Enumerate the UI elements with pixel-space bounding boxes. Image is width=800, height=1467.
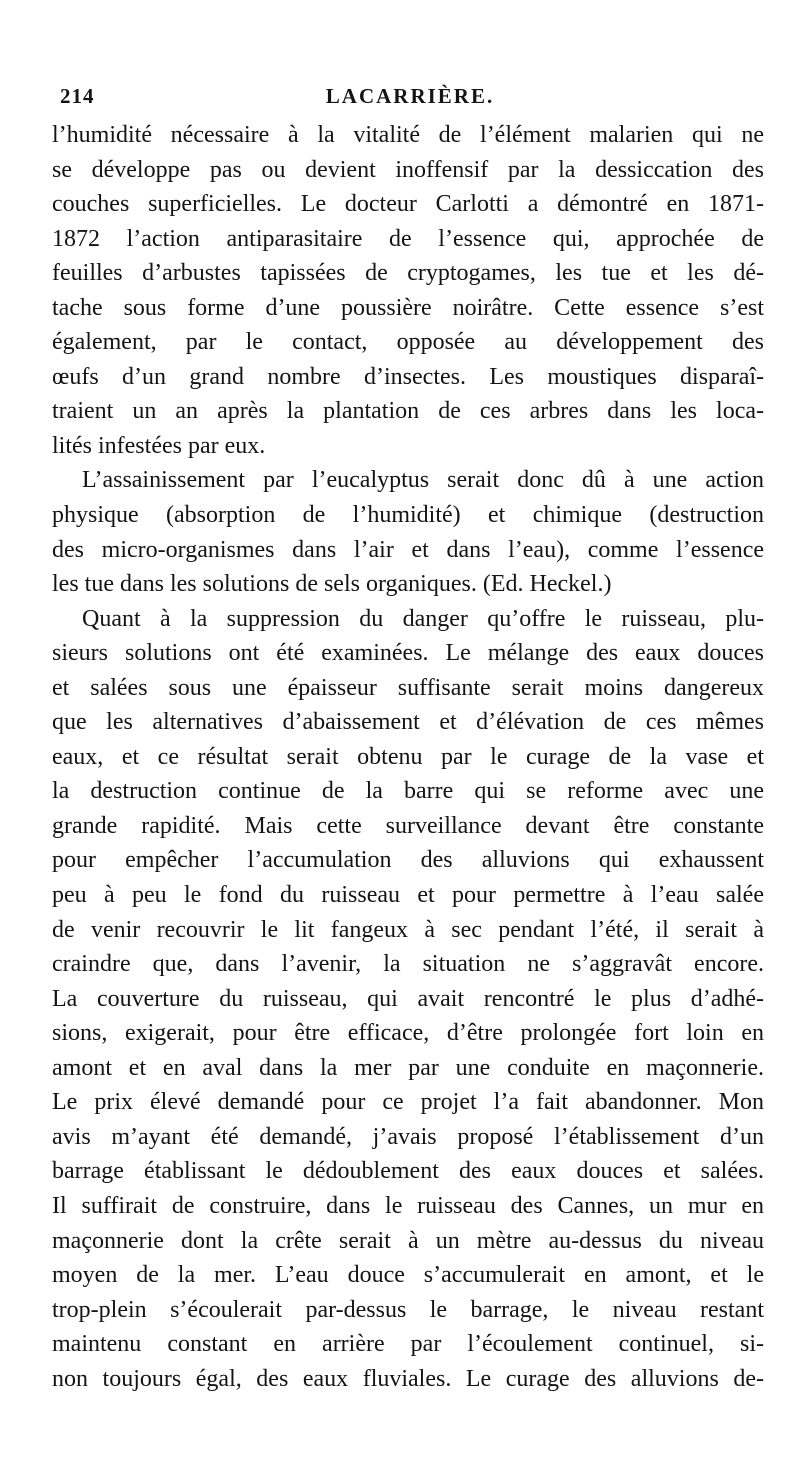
text-line: avis m’ayant été demandé, j’avais proposé l’établissement d’un — [52, 1123, 764, 1150]
text-line: L’assainissement par l’eucalyptus serait donc dû à une action — [82, 467, 764, 494]
text-line: Quant à la suppression du danger qu’offre le ruisseau, plu- — [82, 605, 764, 632]
text-line: craindre que, dans l’avenir, la situation ne s’aggravât encore. — [52, 951, 764, 978]
running-head — [60, 84, 760, 112]
text-line: tache sous forme d’une poussière noirâtre. Cette essence s’est — [52, 294, 764, 321]
text-line: la destruction continue de la barre qui se reforme avec une — [52, 778, 764, 805]
text-line: des micro-organismes dans l’air et dans l’eau), comme l’essence — [52, 536, 764, 563]
text-line: sieurs solutions ont été examinées. Le mélange des eaux douces — [52, 640, 764, 667]
page-number: 214 — [60, 84, 95, 108]
text-line: peu à peu le fond du ruisseau et pour permettre à l’eau salée — [52, 882, 764, 909]
text-line: pour empêcher l’accumulation des alluvions qui exhaussent — [52, 847, 764, 874]
text-line: les tue dans les solutions de sels organiques. (Ed. Heckel.) — [52, 571, 612, 598]
text-line: grande rapidité. Mais cette surveillance devant être constante — [52, 812, 764, 839]
text-line: moyen de la mer. L’eau douce s’accumulerait en amont, et le — [52, 1262, 764, 1289]
text-line: œufs d’un grand nombre d’insectes. Les moustiques disparaî- — [52, 363, 764, 390]
text-line: traient un an après la plantation de ces arbres dans les loca- — [52, 398, 764, 425]
text-line: Il suffirait de construire, dans le ruisseau des Cannes, un mur en — [52, 1192, 764, 1219]
text-line: eaux, et ce résultat serait obtenu par le curage de la vase et — [52, 743, 764, 770]
text-line: amont et en aval dans la mer par une conduite en maçonnerie. — [52, 1054, 764, 1081]
text-line: couches superficielles. Le docteur Carlotti a démontré en 1871- — [52, 191, 764, 218]
running-title: LACARRIÈRE. — [325, 84, 495, 108]
text-line: Le prix élevé demandé pour ce projet l’a fait abandonner. Mon — [52, 1089, 764, 1116]
text-line: trop-plein s’écoulerait par-dessus le barrage, le niveau restant — [52, 1296, 764, 1323]
text-line: 1872 l’action antiparasitaire de l’essence qui, approchée de — [52, 225, 764, 252]
text-line: se développe pas ou devient inoffensif par la dessiccation des — [52, 156, 764, 183]
text-line: l’humidité nécessaire à la vitalité de l’élément malarien qui ne — [52, 122, 764, 148]
text-line: également, par le contact, opposée au développement des — [52, 329, 764, 356]
text-line: que les alternatives d’abaissement et d’élévation de ces mêmes — [52, 709, 764, 736]
text-line: La couverture du ruisseau, qui avait rencontré le plus d’adhé- — [52, 985, 764, 1012]
body-text — [52, 118, 764, 1396]
text-line: maçonnerie dont la crête serait à un mètre au-dessus du niveau — [52, 1227, 764, 1254]
text-line: et salées sous une épaisseur suffisante serait moins dangereux — [52, 674, 764, 701]
text-line: lités infestées par eux. — [52, 432, 266, 459]
text-line: physique (absorption de l’humidité) et chimique (destruction — [52, 502, 764, 529]
text-line: de venir recouvrir le lit fangeux à sec pendant l’été, il serait à — [52, 916, 764, 943]
text-line: feuilles d’arbustes tapissées de cryptogames, les tue et les dé- — [52, 260, 764, 287]
text-line: non toujours égal, des eaux fluviales. Le curage des alluvions de- — [52, 1365, 764, 1392]
text-line: sions, exigerait, pour être efficace, d’être prolongée fort loin en — [52, 1020, 764, 1047]
text-line: barrage établissant le dédoublement des eaux douces et salées. — [52, 1158, 764, 1185]
text-line: maintenu constant en arrière par l’écoulement continuel, si- — [52, 1331, 764, 1358]
